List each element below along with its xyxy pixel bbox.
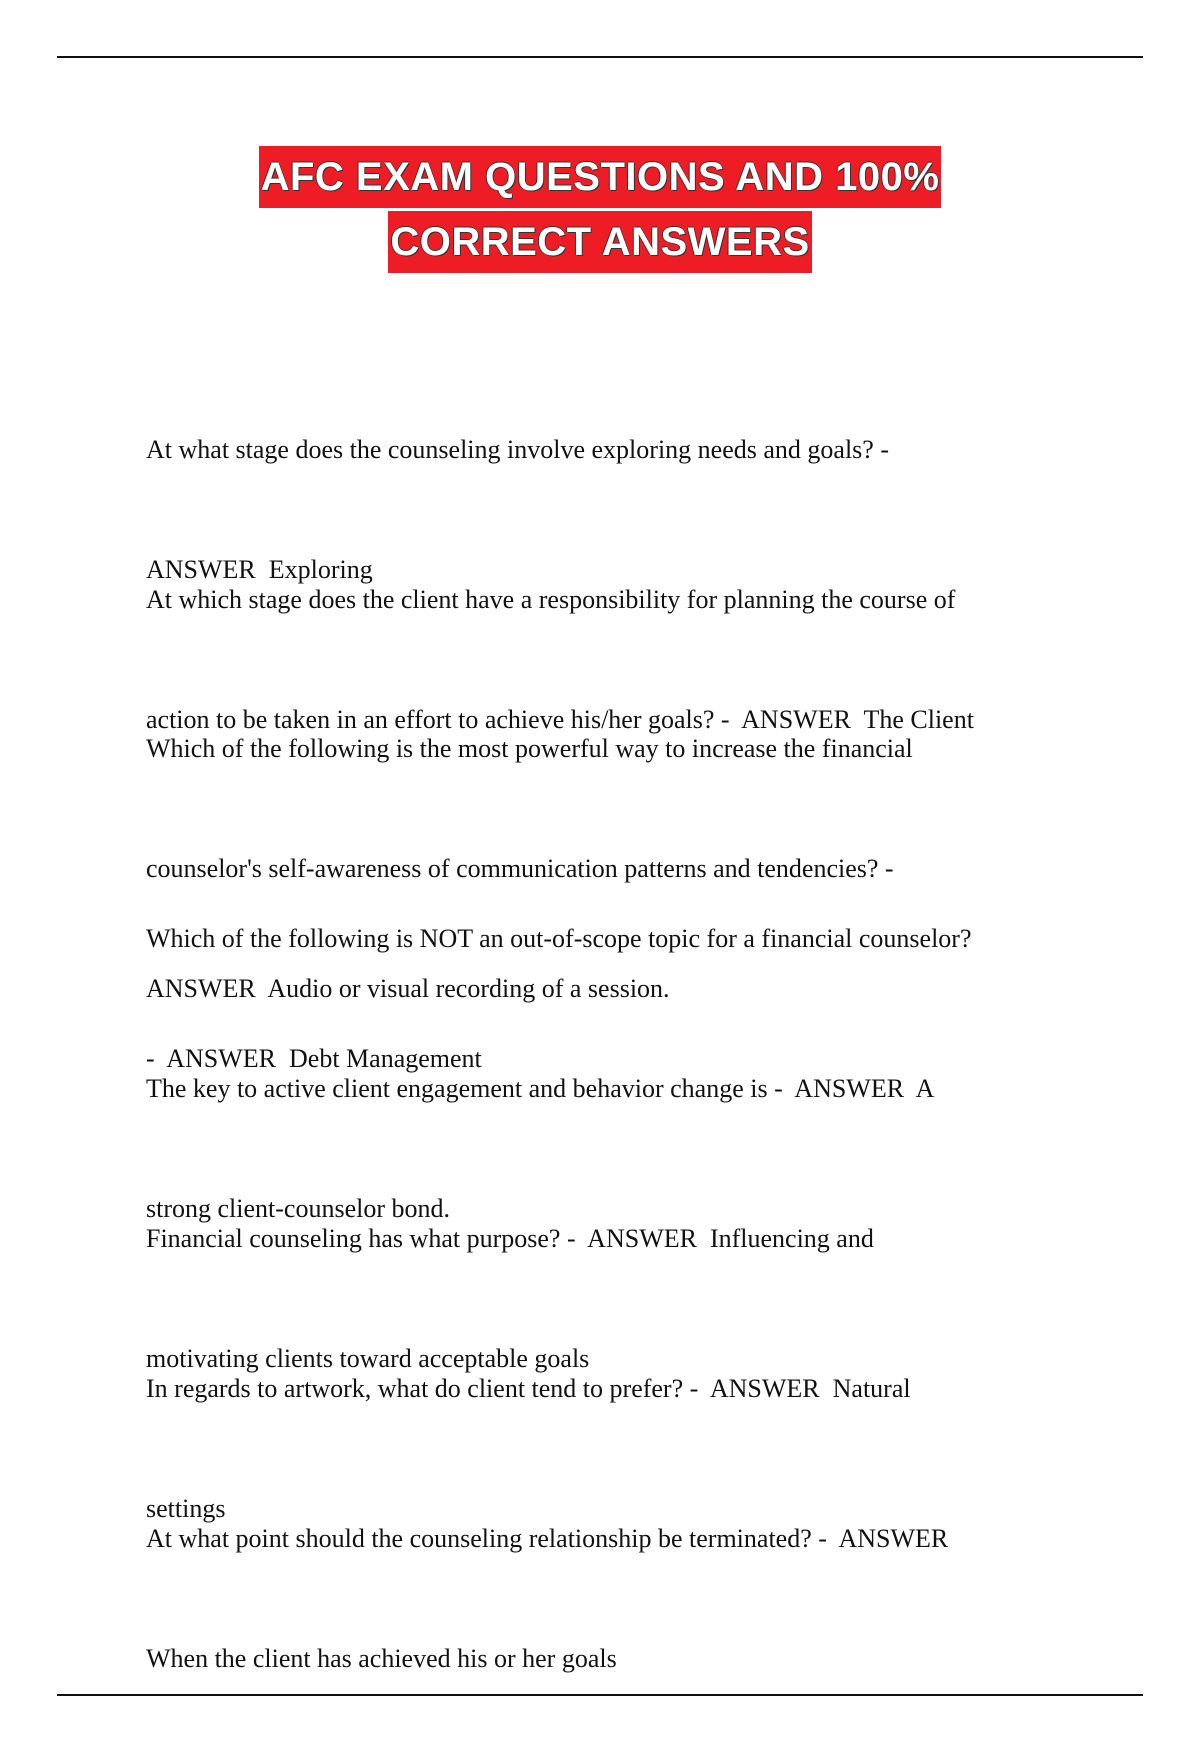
bottom-rule (57, 1694, 1143, 1696)
qa-line: In regards to artwork, what do client tend to prefer? - ANSWER Natural (146, 1374, 911, 1403)
qa-line: action to be taken in an effort to achieve his/her goals? - ANSWER The Client (146, 705, 974, 734)
title-line-2: CORRECT ANSWERS (388, 211, 811, 273)
qa-line: Financial counseling has what purpose? - ANSWER Influencing and (146, 1224, 874, 1253)
qa-line: ANSWER Exploring (146, 555, 373, 584)
qa-line: motivating clients toward acceptable goals (146, 1344, 590, 1373)
qa-line: The key to active client engagement and behavior change is - ANSWER A (146, 1074, 935, 1103)
qa-line: Which of the following is the most powerful way to increase the financial (146, 734, 913, 763)
title-line-1: AFC EXAM QUESTIONS AND 100% (259, 146, 942, 208)
document-title (0, 146, 1200, 273)
qa-line: At what stage does the counseling involve exploring needs and goals? - (146, 435, 889, 464)
qa-line: counselor's self-awareness of communication patterns and tendencies? - (146, 854, 894, 883)
qa-line: settings (146, 1494, 226, 1523)
qa-line: - ANSWER Debt Management (146, 1044, 482, 1073)
qa-line: When the client has achieved his or her goals (146, 1644, 617, 1673)
qa-line: At what point should the counseling relationship be terminated? - ANSWER (146, 1524, 949, 1553)
top-rule (57, 56, 1143, 58)
qa-line: Which of the following is NOT an out-of-scope topic for a financial counselor? (146, 924, 972, 953)
qa-item-8 (146, 1439, 1066, 1759)
qa-line: ANSWER Audio or visual recording of a session. (146, 974, 670, 1003)
qa-line: strong client-counselor bond. (146, 1194, 450, 1223)
qa-line: At which stage does the client have a responsibility for planning the course of (146, 585, 956, 614)
